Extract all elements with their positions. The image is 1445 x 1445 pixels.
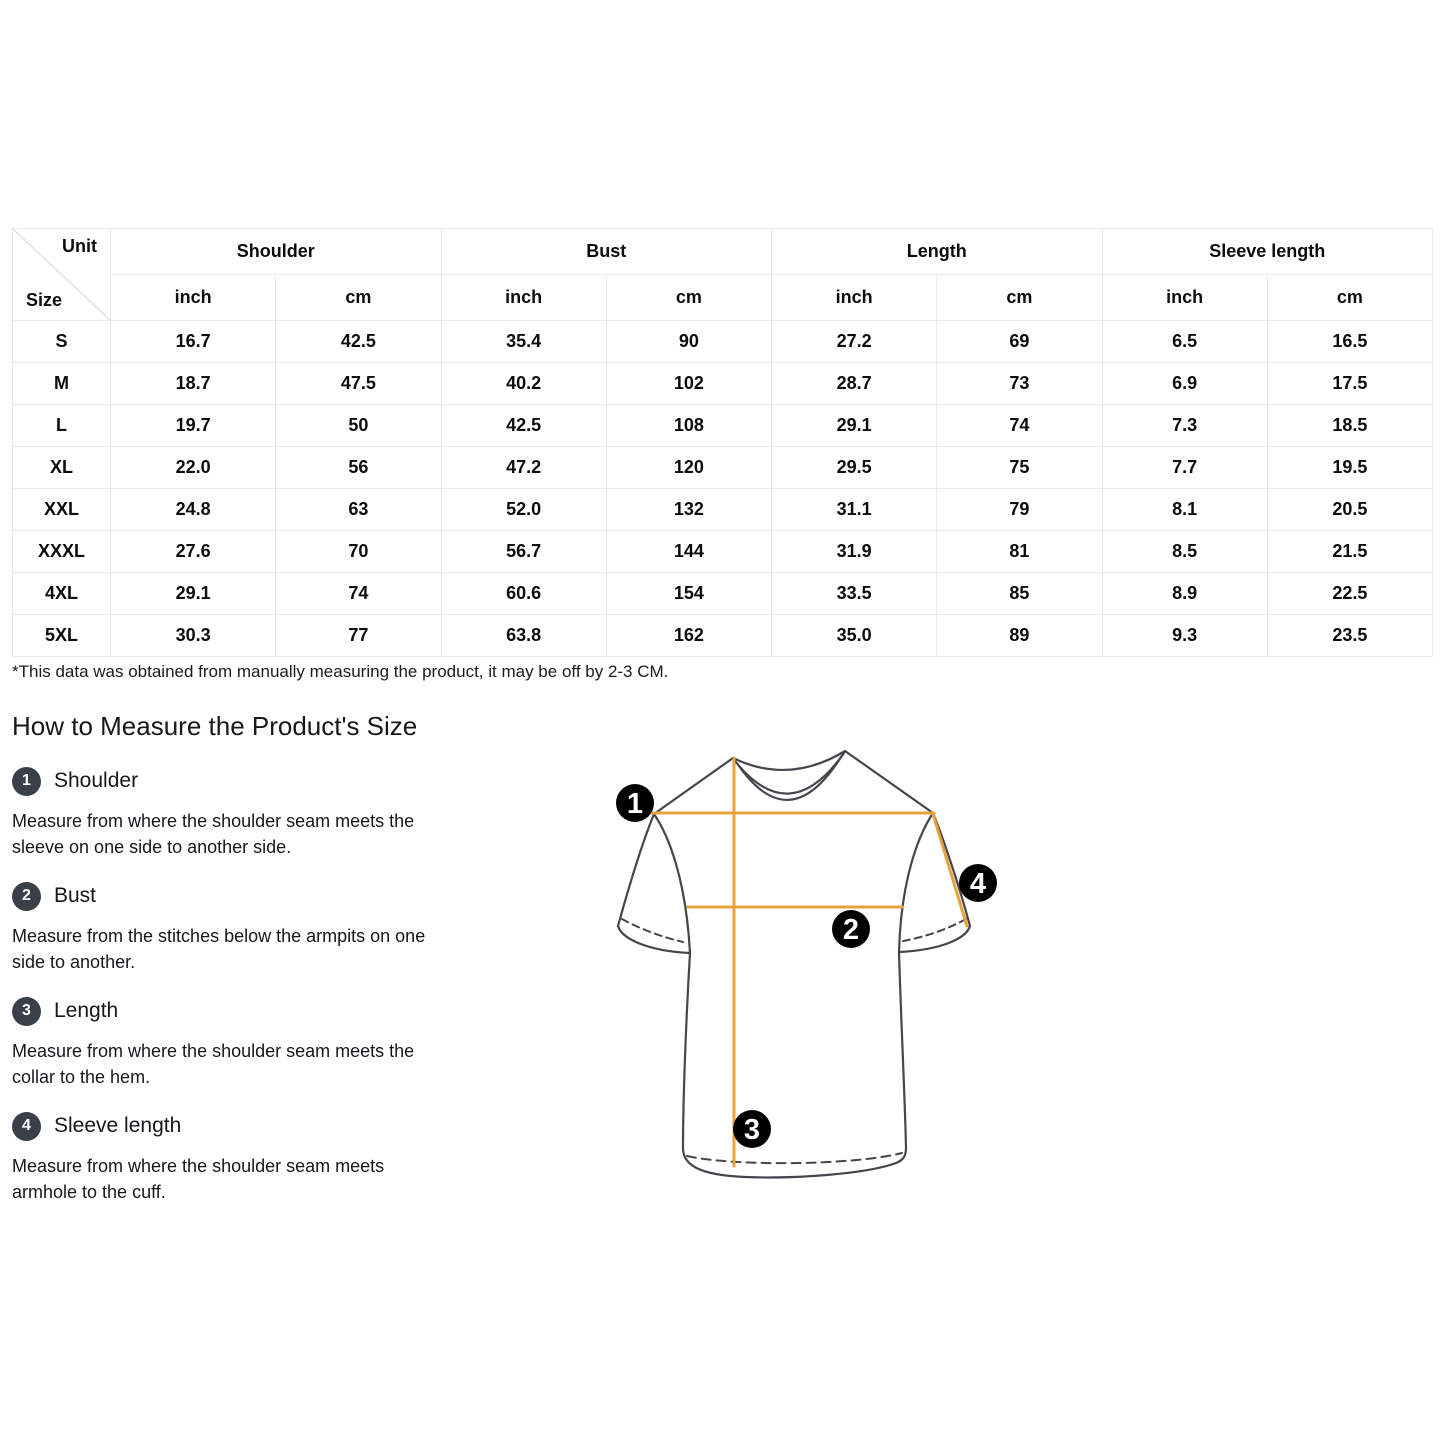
step-description-line: Measure from where the shoulder seam meets the bbox=[12, 811, 415, 831]
measurement-cell: 18.5 bbox=[1267, 405, 1432, 447]
measurement-cell: 56.7 bbox=[441, 531, 606, 573]
unit-header: inch bbox=[772, 275, 937, 321]
step-title: Length bbox=[54, 999, 119, 1022]
step-description-line: sleeve on one side to another side. bbox=[12, 836, 292, 857]
badge-number-shoulder: 1 bbox=[626, 788, 644, 820]
step-title: Sleeve length bbox=[54, 1114, 182, 1137]
badge-number-bust: 2 bbox=[842, 914, 860, 946]
measure-item-shoulder bbox=[12, 766, 564, 860]
measurement-cell: 50 bbox=[276, 405, 441, 447]
measurement-cell: 85 bbox=[937, 573, 1102, 615]
size-label: XXXL bbox=[13, 531, 111, 573]
unit-header: cm bbox=[937, 275, 1102, 321]
measurement-cell: 35.4 bbox=[441, 321, 606, 363]
measurement-cell: 30.3 bbox=[111, 615, 276, 657]
measurement-cell: 19.7 bbox=[111, 405, 276, 447]
measure-item-bust bbox=[12, 881, 564, 975]
measurement-cell: 74 bbox=[937, 405, 1102, 447]
left-cuff-edge bbox=[618, 926, 690, 953]
measurement-cell: 77 bbox=[276, 615, 441, 657]
column-group-shoulder: Shoulder bbox=[111, 229, 442, 275]
size-label: S bbox=[13, 321, 111, 363]
table-row bbox=[13, 405, 1433, 447]
measurement-cell: 16.5 bbox=[1267, 321, 1432, 363]
unit-header: cm bbox=[276, 275, 441, 321]
size-label: M bbox=[13, 363, 111, 405]
measurement-cell: 73 bbox=[937, 363, 1102, 405]
measurement-cell: 24.8 bbox=[111, 489, 276, 531]
table-row bbox=[13, 531, 1433, 573]
measure-instructions-list bbox=[12, 766, 564, 1226]
measurement-cell: 79 bbox=[937, 489, 1102, 531]
table-row bbox=[13, 321, 1433, 363]
measurement-cell: 8.1 bbox=[1102, 489, 1267, 531]
step-title: Shoulder bbox=[54, 769, 139, 792]
right-armhole-seam bbox=[899, 813, 933, 952]
badge-number-length: 3 bbox=[743, 1114, 761, 1146]
measure-item-sleeve-length bbox=[12, 1111, 564, 1205]
unit-header: cm bbox=[606, 275, 771, 321]
how-to-measure-heading: How to Measure the Product's Size bbox=[12, 711, 418, 741]
step-description bbox=[12, 1039, 564, 1090]
measurement-cell: 17.5 bbox=[1267, 363, 1432, 405]
step-number-badge: 2 bbox=[12, 882, 41, 911]
measurement-lines bbox=[652, 758, 967, 1166]
measurement-cell: 31.9 bbox=[772, 531, 937, 573]
measurement-cell: 29.5 bbox=[772, 447, 937, 489]
measurement-cell: 7.7 bbox=[1102, 447, 1267, 489]
table-group-header-row bbox=[13, 229, 1433, 275]
table-footnote: *This data was obtained from manually measuring the product, it may be off by 2-3 CM. bbox=[12, 662, 669, 681]
measurement-cell: 27.6 bbox=[111, 531, 276, 573]
measurement-cell: 22.0 bbox=[111, 447, 276, 489]
measurement-cell: 40.2 bbox=[441, 363, 606, 405]
measurement-cell: 70 bbox=[276, 531, 441, 573]
tshirt-outline bbox=[618, 751, 970, 1177]
measurement-cell: 19.5 bbox=[1267, 447, 1432, 489]
column-group-sleeve-length: Sleeve length bbox=[1102, 229, 1433, 275]
step-description bbox=[12, 1154, 564, 1205]
measurement-cell: 8.5 bbox=[1102, 531, 1267, 573]
table-row bbox=[13, 489, 1433, 531]
measurement-cell: 27.2 bbox=[772, 321, 937, 363]
badge-number-sleeve: 4 bbox=[969, 868, 987, 900]
measurement-cell: 8.9 bbox=[1102, 573, 1267, 615]
size-label: XL bbox=[13, 447, 111, 489]
step-number-badge: 3 bbox=[12, 997, 41, 1026]
measure-item-length bbox=[12, 996, 564, 1090]
size-label: 5XL bbox=[13, 615, 111, 657]
step-title-row bbox=[12, 881, 564, 911]
step-description-line: side to another. bbox=[12, 951, 136, 972]
measurement-cell: 69 bbox=[937, 321, 1102, 363]
measurement-cell: 33.5 bbox=[772, 573, 937, 615]
measurement-cell: 28.7 bbox=[772, 363, 937, 405]
left-shoulder-seam bbox=[654, 758, 733, 814]
step-title-row bbox=[12, 766, 564, 796]
measurement-cell: 22.5 bbox=[1267, 573, 1432, 615]
measurement-cell: 21.5 bbox=[1267, 531, 1432, 573]
measurement-cell: 9.3 bbox=[1102, 615, 1267, 657]
corner-unit-label: Unit bbox=[62, 236, 97, 256]
measurement-cell: 47.5 bbox=[276, 363, 441, 405]
measurement-cell: 35.0 bbox=[772, 615, 937, 657]
measurement-cell: 7.3 bbox=[1102, 405, 1267, 447]
measurement-cell: 89 bbox=[937, 615, 1102, 657]
measurement-cell: 132 bbox=[606, 489, 771, 531]
size-table-body bbox=[13, 321, 1433, 657]
measurement-cell: 56 bbox=[276, 447, 441, 489]
measurement-cell: 16.7 bbox=[111, 321, 276, 363]
measurement-cell: 162 bbox=[606, 615, 771, 657]
table-row bbox=[13, 573, 1433, 615]
unit-header: inch bbox=[111, 275, 276, 321]
step-title: Bust bbox=[54, 884, 97, 907]
step-description bbox=[12, 809, 564, 860]
step-number-badge: 4 bbox=[12, 1112, 41, 1141]
measurement-cell: 52.0 bbox=[441, 489, 606, 531]
body-outline bbox=[683, 952, 906, 1177]
measurement-cell: 63 bbox=[276, 489, 441, 531]
measurement-cell: 42.5 bbox=[276, 321, 441, 363]
measurement-cell: 63.8 bbox=[441, 615, 606, 657]
measurement-cell: 74 bbox=[276, 573, 441, 615]
step-title-row bbox=[12, 996, 564, 1026]
measurement-cell: 47.2 bbox=[441, 447, 606, 489]
unit-header: inch bbox=[441, 275, 606, 321]
unit-size-corner-cell bbox=[13, 229, 111, 321]
step-description bbox=[12, 924, 564, 975]
column-group-bust: Bust bbox=[441, 229, 772, 275]
measurement-cell: 108 bbox=[606, 405, 771, 447]
table-row bbox=[13, 447, 1433, 489]
column-group-length: Length bbox=[772, 229, 1103, 275]
step-description-line: collar to the hem. bbox=[12, 1066, 151, 1087]
left-sleeve-outer-edge bbox=[618, 814, 654, 926]
measurement-cell: 6.5 bbox=[1102, 321, 1267, 363]
measurement-cell: 90 bbox=[606, 321, 771, 363]
measurement-cell: 144 bbox=[606, 531, 771, 573]
measurement-cell: 75 bbox=[937, 447, 1102, 489]
measurement-cell: 120 bbox=[606, 447, 771, 489]
measurement-cell: 29.1 bbox=[772, 405, 937, 447]
table-unit-header-row bbox=[13, 275, 1433, 321]
step-title-row bbox=[12, 1111, 564, 1141]
sleeve-measure-line bbox=[933, 814, 967, 926]
right-shoulder-seam bbox=[845, 751, 933, 813]
table-row bbox=[13, 363, 1433, 405]
table-row bbox=[13, 615, 1433, 657]
size-label: L bbox=[13, 405, 111, 447]
measurement-cell: 29.1 bbox=[111, 573, 276, 615]
measurement-cell: 42.5 bbox=[441, 405, 606, 447]
corner-size-label: Size bbox=[26, 290, 63, 310]
right-cuff-stitch-line bbox=[903, 919, 966, 941]
measurement-cell: 6.9 bbox=[1102, 363, 1267, 405]
tshirt-measurement-diagram bbox=[590, 728, 1020, 1193]
measurement-cell: 23.5 bbox=[1267, 615, 1432, 657]
size-label: 4XL bbox=[13, 573, 111, 615]
step-number-badge: 1 bbox=[12, 767, 41, 796]
size-chart-table bbox=[12, 228, 1433, 657]
step-description-line: armhole to the cuff. bbox=[12, 1181, 166, 1202]
measurement-cell: 31.1 bbox=[772, 489, 937, 531]
left-armhole-seam bbox=[654, 814, 690, 953]
hem-stitch-line bbox=[687, 1153, 902, 1163]
size-label: XXL bbox=[13, 489, 111, 531]
measurement-cell: 18.7 bbox=[111, 363, 276, 405]
step-description-line: Measure from where the shoulder seam meets bbox=[12, 1156, 385, 1176]
measurement-cell: 60.6 bbox=[441, 573, 606, 615]
measurement-cell: 102 bbox=[606, 363, 771, 405]
step-description-line: Measure from the stitches below the armpits on one bbox=[12, 926, 426, 946]
unit-header: cm bbox=[1267, 275, 1432, 321]
step-description-line: Measure from where the shoulder seam meets the bbox=[12, 1041, 415, 1061]
measurement-cell: 20.5 bbox=[1267, 489, 1432, 531]
collar-back-curve bbox=[733, 751, 845, 770]
measurement-cell: 154 bbox=[606, 573, 771, 615]
measurement-cell: 81 bbox=[937, 531, 1102, 573]
unit-header: inch bbox=[1102, 275, 1267, 321]
